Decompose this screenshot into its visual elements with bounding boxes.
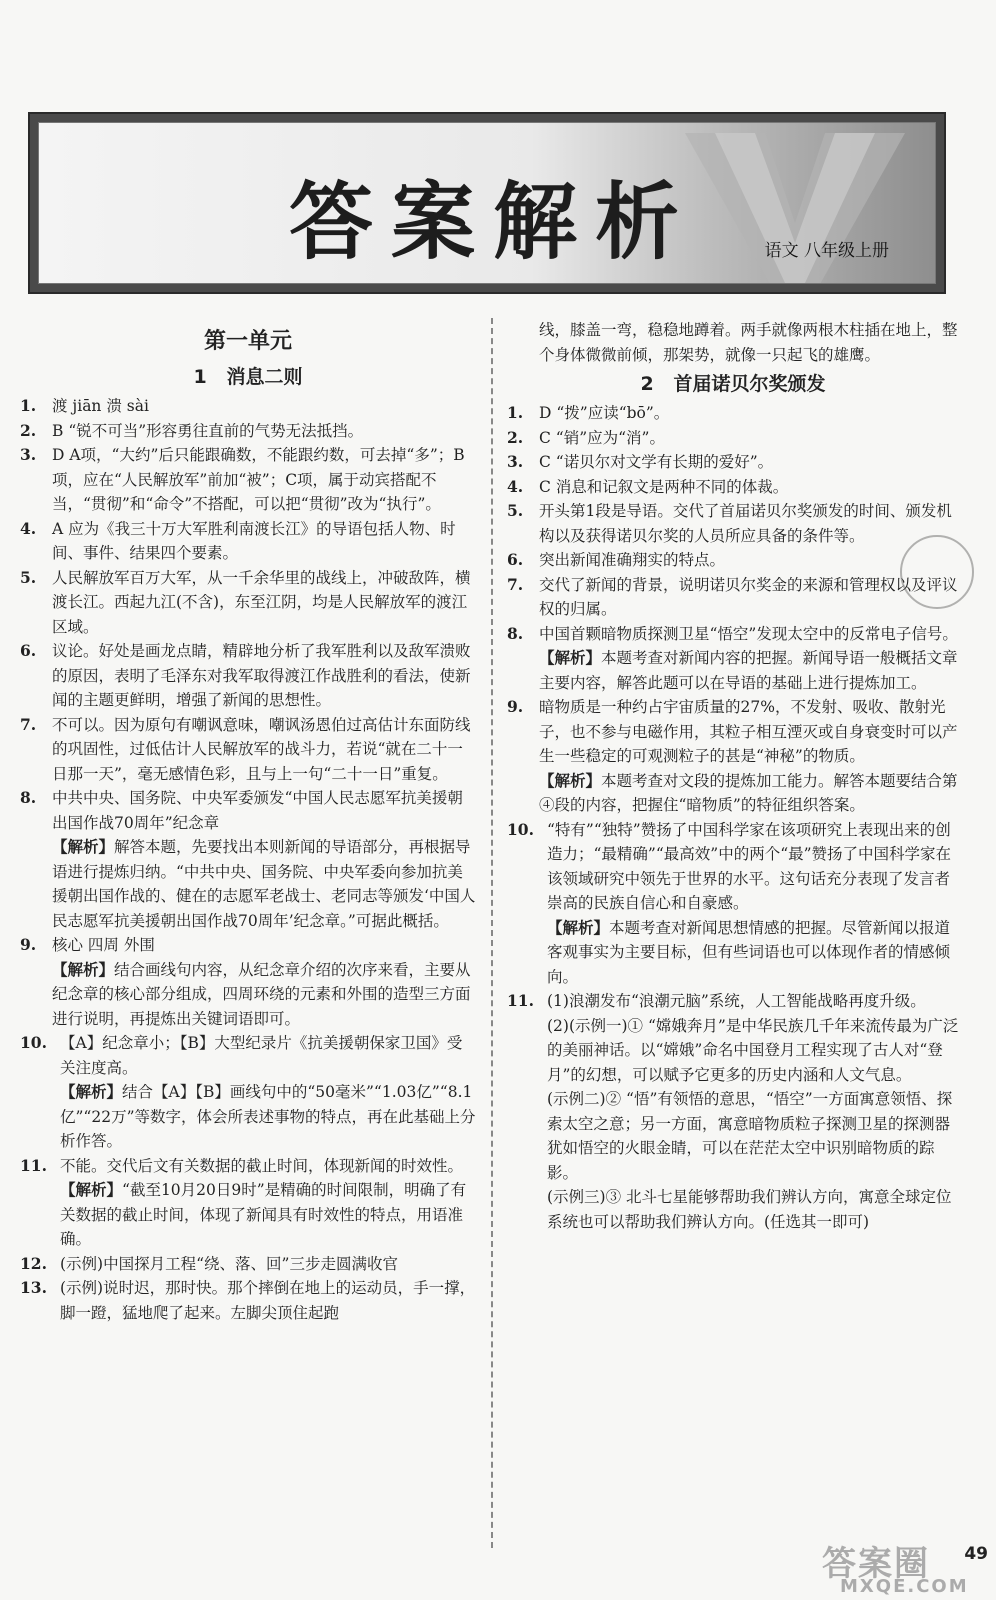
answer-item: 1. D “拨”应读“bō”。 [507, 403, 670, 422]
answer-item: 3. C “诺贝尔对文学有长期的爱好”。 [507, 452, 774, 471]
unit-title: 第一单元 [203, 329, 292, 354]
answer-item: 10. 【A】纪念章小；【B】大型纪录片《抗美援朝保家卫国》受关注度高。 [20, 1033, 463, 1077]
banner-inner [38, 122, 936, 284]
answer-item: 8. 中国首颗暗物质探测卫星“悟空”发现太空中的反常电子信号。 [507, 623, 958, 643]
answer-item: 6. 议论。好处是画龙点睛，精辟地分析了我军胜利以及敌军溃败的原因，表明了毛泽东对我军取得渡江作战胜利的看法，使新闻的主题更鲜明，增强了新闻的思想性。 [20, 641, 471, 709]
section-title-2: 2 首届诺贝尔奖颁发 [640, 373, 826, 395]
answer-item: 9. 暗物质是一种约占宇宙质量的27%，不发射、吸收、散射光子，也不参与电磁作用，其粒子相互湮灭或自身衰变时可以产生一些稳定的可观测粒子的甚是“神秘”的物质。 [507, 697, 958, 765]
page-number: 49 [964, 1544, 988, 1564]
section-title-1: 1 消息二则 [193, 366, 303, 388]
right-column [507, 318, 959, 1234]
header-banner [28, 112, 946, 294]
example-answer: (2)(示例一)① “嫦娥奔月”是中华民族几千年来流传最为广泛的美丽神话。以“嫦娥”命名中国登月工程实现了古人对“登月”的幻想，可以赋予它更多的历史内涵和人文气息。 [547, 1016, 959, 1084]
answer-item: 12. (示例)中国探月工程“绕、落、回”三步走圆满收官 [20, 1253, 398, 1273]
analysis: 【解析】本题考查对新闻内容的把握。新闻导语一般概括文章主要内容，解答此题可以在导语的基础上进行提炼加工。 [539, 648, 958, 692]
answer-item: 6. 突出新闻准确翔实的特点。 [507, 550, 726, 569]
left-column [20, 318, 476, 1325]
banner-subtitle: 语文 八年级上册 [764, 241, 889, 261]
answer-item: 2. C “销”应为“消”。 [507, 427, 665, 447]
answer-item: 10. “特有”“独特”赞扬了中国科学家在该项研究上表现出来的创造力；“最精确”“最高效”中的两个“最”赞扬了中国科学家在该领域研究中领先于世界的水平。这句话充分表现了发言者崇高的民族自信心和自豪感。 [507, 819, 952, 912]
analysis: 【解析】本题考查对文段的提炼加工能力。解答本题要结合第④段的内容，把握住“暗物质”的特征组织答案。 [539, 770, 958, 814]
answer-item: 13. (示例)说时迟，那时快。那个摔倒在地上的运动员，手一撑，脚一蹬，猛地爬了起来。左脚尖顶住起跑 [20, 1278, 476, 1322]
logo-text: 答案圈 [822, 1544, 930, 1584]
stamp-icon [900, 535, 974, 609]
answer-item: 8. 中共中央、国务院、中央军委颁发“中国人民志愿军抗美援朝出国作战70周年”纪念章 [20, 788, 463, 832]
answer-item: 11. (1)浪潮发布“浪潮元脑”系统，人工智能战略再度升级。 [507, 991, 926, 1010]
answer-item: 1. 渡 jiān 溃 sài [20, 396, 149, 415]
banner-title: 答案解析 [289, 173, 698, 271]
answer-item: 7. 交代了新闻的背景，说明诺贝尔奖金的来源和管理权以及评议权的归属。 [507, 574, 958, 618]
continued-text: 线，膝盖一弯，稳稳地蹲着。两手就像两根木柱插在地上，整个身体微微前倾，那架势，就像一只起飞的雄鹰。 [539, 321, 958, 364]
analysis: 【解析】本题考查对新闻思想情感的把握。尽管新闻以报道客观事实为主要目标，但有些词语也可以体现作者的情感倾向。 [547, 917, 951, 986]
example-answer: (示例三)③ 北斗七星能够帮助我们辨认方向，寓意全球定位系统也可以帮助我们辨认方向。(任选其一即可) [547, 1188, 952, 1231]
logo-url: MXQE.COM [840, 1576, 969, 1597]
analysis: 【解析】结合【A】【B】画线句中的“50毫米”“1.03亿”“8.1亿”“22万”等数字，体会所表述事物的特点，再在此基础上分析作答。 [60, 1082, 476, 1150]
analysis: 【解析】解答本题，先要找出本则新闻的导语部分，再根据导语进行提炼归纳。“中共中央、国务院、中央军委向参加抗美援朝出国作战的、健在的志愿军老战士、老同志等颁发‘中国人民志愿军抗美援朝出国作战70周年’纪念章。”可据此概括。 [52, 837, 476, 930]
answer-item: 11. 不能。交代后文有关数据的截止时间，体现新闻的时效性。 [20, 1155, 464, 1175]
answer-item: 2. B “锐不可当”形容勇往直前的气势无法抵挡。 [20, 420, 364, 440]
answer-item: 3. D A项，“大约”后只能跟确数，不能跟约数，可去掉“多”；B项，应在“人民解放军”前加“被”；C项，属于动宾搭配不当，“贯彻”和“命令”不搭配，可以把“贯彻”改为“执行”。 [20, 445, 465, 513]
analysis: 【解析】“截至10月20日9时”是精确的时间限制，明确了有关数据的截止时间，体现了新闻具有时效性的特点，用语准确。 [60, 1180, 467, 1248]
answer-item: 4. C 消息和记叙文是两种不同的体裁。 [507, 476, 789, 496]
example-answer: (示例二)② “悟”有领悟的意思，“悟空”一方面寓意领悟、探索太空之意；另一方面，寓意暗物质粒子探测卫星的探测器犹如悟空的火眼金睛，可以在茫茫太空中识别暗物质的踪影。 [547, 1090, 953, 1182]
answer-item: 4. A 应为《我三十万大军胜利南渡长江》的导语包括人物、时间、事件、结果四个要素。 [20, 518, 456, 562]
analysis: 【解析】结合画线句内容，从纪念章介绍的次序来看，主要从纪念章的核心部分组成，四周环绕的元素和外围的造型三方面进行说明，再提炼出关键词语即可。 [52, 959, 471, 1028]
answer-item: 7. 不可以。因为原句有嘲讽意味，嘲讽汤恩伯过高估计东面防线的巩固性，过低估计人民解放军的战斗力，若说“就在二十一日那一天”，毫无感情色彩，且与上一句“二十一日”重复。 [20, 714, 471, 783]
answer-item: 5. 开头第1段是导语。交代了首届诺贝尔奖颁发的时间、颁发机构以及获得诺贝尔奖的人员所应具备的条件等。 [507, 501, 952, 545]
column-divider [491, 318, 493, 1548]
answer-item: 5. 人民解放军百万大军，从一千余华里的战线上，冲破敌阵，横渡长江。西起九江(不含)，东至江阴，均是人民解放军的渡江区域。 [20, 567, 471, 636]
answer-item: 9. 核心 四周 外围 [20, 935, 155, 954]
site-logo [816, 1536, 976, 1596]
